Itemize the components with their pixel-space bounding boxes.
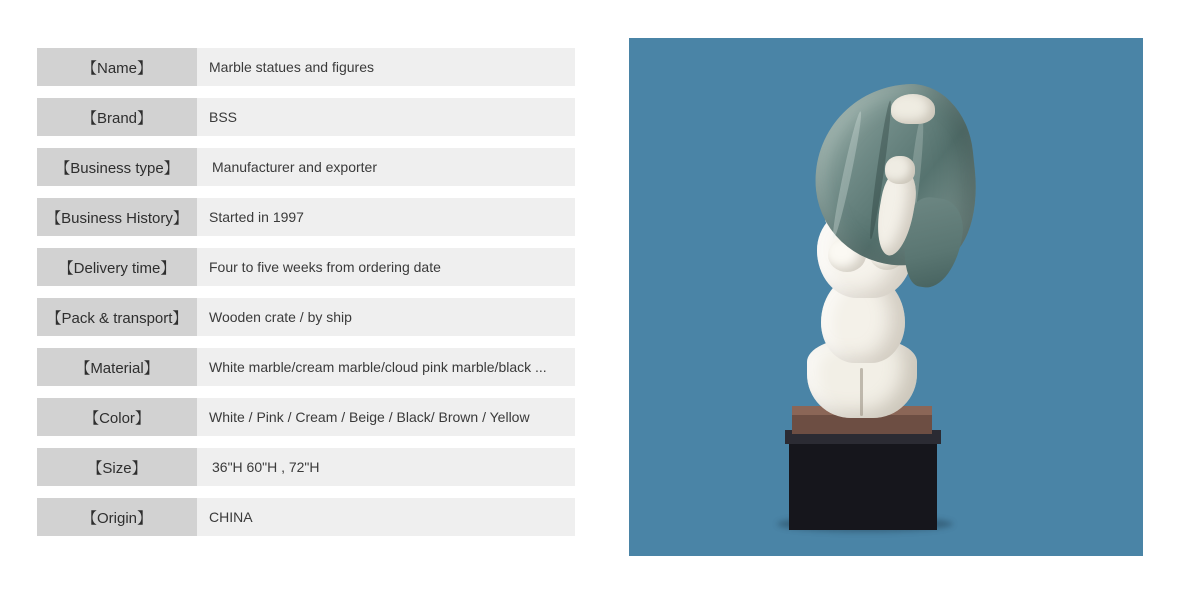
spec-value: White / Pink / Cream / Beige / Black/ Brown / Yellow: [197, 398, 575, 436]
spec-value: Four to five weeks from ordering date: [197, 248, 575, 286]
table-row: [37, 498, 575, 536]
table-row: [37, 298, 575, 336]
table-row: [37, 98, 575, 136]
spec-value: 36"H 60"H , 72"H: [197, 448, 575, 486]
specification-table: [37, 48, 575, 548]
spec-value: Marble statues and figures: [197, 48, 575, 86]
table-row: [37, 248, 575, 286]
table-row: [37, 348, 575, 386]
table-row: [37, 448, 575, 486]
spec-value: Manufacturer and exporter: [197, 148, 575, 186]
spec-label: 【Delivery time】: [37, 248, 197, 286]
spec-label: 【Name】: [37, 48, 197, 86]
statue-hip-seam: [860, 368, 863, 416]
table-row: [37, 398, 575, 436]
table-row: [37, 48, 575, 86]
table-row: [37, 198, 575, 236]
table-row: [37, 148, 575, 186]
spec-label: 【Pack & transport】: [37, 298, 197, 336]
spec-value: BSS: [197, 98, 575, 136]
spec-value: Wooden crate / by ship: [197, 298, 575, 336]
statue-hand: [885, 156, 915, 184]
spec-label: 【Origin】: [37, 498, 197, 536]
spec-label: 【Business type】: [37, 148, 197, 186]
marble-statue-illustration: [629, 38, 1143, 556]
spec-label: 【Material】: [37, 348, 197, 386]
spec-value: White marble/cream marble/cloud pink marble/black ...: [197, 348, 575, 386]
spec-label: 【Brand】: [37, 98, 197, 136]
product-image: [629, 38, 1143, 556]
statue-head: [891, 94, 935, 124]
spec-value: CHINA: [197, 498, 575, 536]
spec-label: 【Business History】: [37, 198, 197, 236]
pedestal-base: [789, 438, 937, 530]
spec-label: 【Size】: [37, 448, 197, 486]
spec-value: Started in 1997: [197, 198, 575, 236]
spec-label: 【Color】: [37, 398, 197, 436]
